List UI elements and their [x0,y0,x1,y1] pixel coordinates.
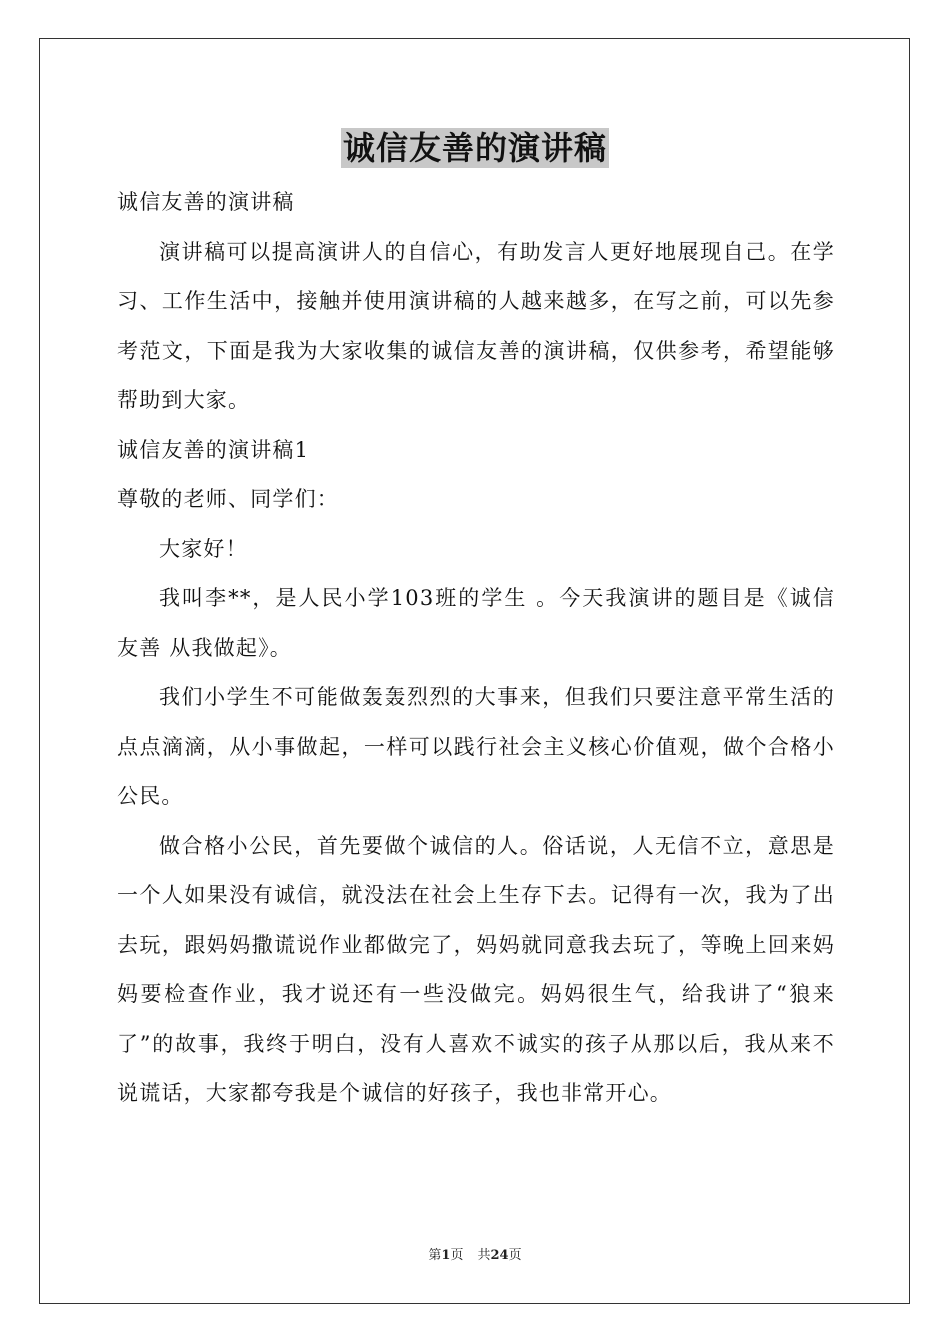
paragraph-subtitle: 诚信友善的演讲稿 [117,190,295,214]
footer-total-prefix: 共 [477,1248,491,1263]
title-wrap [0,128,950,168]
paragraph-body-1: 我们小学生不可能做轰轰烈烈的大事来，但我们只要注意平常生活的点点滴滴，从小事做起，一样可以践行社会主义核心价值观，做个合格小公民。 [117,685,835,808]
paragraph-intro: 演讲稿可以提高演讲人的自信心，有助发言人更好地展现自己。在学习、工作生活中，接触并使用演讲稿的人越来越多，在写之前，可以先参考范文，下面是我为大家收集的诚信友善的演讲稿，仅供参考，希望能够帮助到大家。 [117,239,835,412]
page-footer [0,1247,950,1265]
footer-page-number: 1 [441,1248,451,1263]
footer-total-suffix: 页 [508,1248,522,1263]
paragraph-greeting: 大家好！ [159,536,248,561]
document-title: 诚信友善的演讲稿 [342,129,607,167]
footer-page-prefix: 第 [428,1248,442,1263]
paragraph-salutation: 尊敬的老师、同学们： [117,487,339,511]
footer-total-pages: 24 [490,1248,509,1263]
paragraph-self-intro: 我叫李**，是人民小学103班的学生 。今天我演讲的题目是《诚信 友善 从我做起》。 [117,586,835,660]
footer-page-suffix: 页 [450,1248,464,1263]
document-body [117,178,835,1119]
paragraph-body-2: 做合格小公民，首先要做个诚信的人。俗话说，人无信不立，意思是一个人如果没有诚信，就没法在社会上生存下去。记得有一次，我为了出去玩，跟妈妈撒谎说作业都做完了，妈妈就同意我去玩了，等晚上回来妈妈要检查作业，我才说还有一些没做完。妈妈很生气，给我讲了“狼来了”的故事，我终于明白，没有人喜欢不诚实的孩子从那以后，我从来不说谎话，大家都夸我是个诚信的好孩子，我也非常开心。 [117,833,835,1105]
paragraph-section-heading: 诚信友善的演讲稿1 [117,437,310,462]
